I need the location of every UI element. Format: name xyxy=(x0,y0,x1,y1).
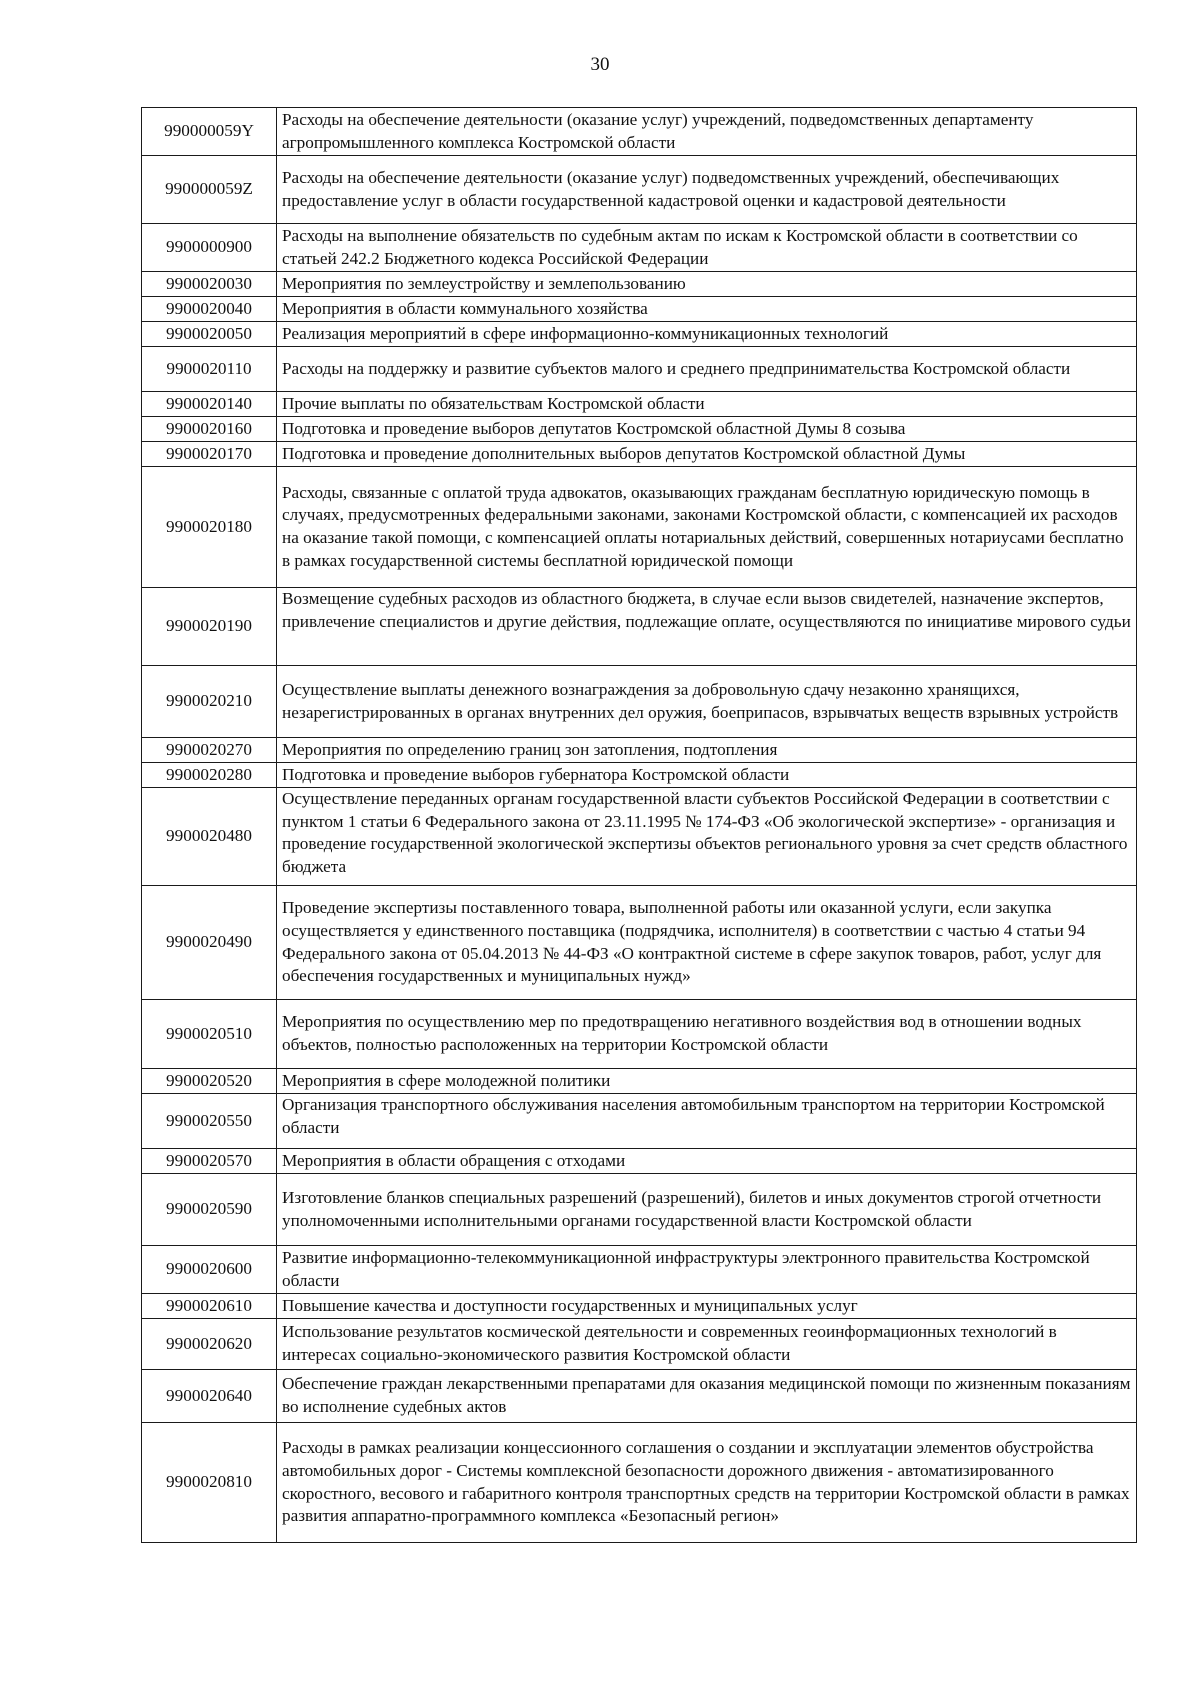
row-code: 990000059Z xyxy=(142,156,277,224)
row-description: Мероприятия в сфере молодежной политики xyxy=(277,1069,1137,1094)
row-description: Подготовка и проведение выборов депутатов Костромской областной Думы 8 созыва xyxy=(277,417,1137,442)
row-description: Изготовление бланков специальных разрешений (разрешений), билетов и иных документов строгой отчетности уполномоченными исполнительными органами государственной власти Костромской области xyxy=(277,1174,1137,1246)
table-row xyxy=(142,1149,1137,1174)
table-row xyxy=(142,1094,1137,1149)
row-description: Расходы на выполнение обязательств по судебным актам по искам к Костромской области в соответствии со статьей 242.2 Бюджетного кодекса Российской Федерации xyxy=(277,224,1137,272)
row-description: Мероприятия по осуществлению мер по предотвращению негативного воздействия вод в отношении водных объектов, полностью расположенных на территории Костромской области xyxy=(277,1000,1137,1069)
row-description: Повышение качества и доступности государственных и муниципальных услуг xyxy=(277,1294,1137,1319)
table-row xyxy=(142,417,1137,442)
table-row xyxy=(142,1294,1137,1319)
row-description: Использование результатов космической деятельности и современных геоинформационных технологий в интересах социально-экономического развития Костромской области xyxy=(277,1319,1137,1370)
row-code: 9900020180 xyxy=(142,467,277,588)
row-description: Осуществление переданных органам государственной власти субъектов Российской Федерации в соответствии с пунктом 1 статьи 6 Федерального закона от 23.11.1995 № 174-ФЗ «Об экологической экспертизе» - организация и проведение государственной экологической экспертизы объектов регионального уровня за счет средств областного бюджета xyxy=(277,788,1137,886)
row-description: Возмещение судебных расходов из областного бюджета, в случае если вызов свидетелей, назначение экспертов, привлечение специалистов и другие действия, подлежащие оплате, осуществляются по инициативе мирового судьи xyxy=(277,588,1137,666)
table-row xyxy=(142,442,1137,467)
table-row xyxy=(142,297,1137,322)
row-code: 9900020520 xyxy=(142,1069,277,1094)
row-code: 9900020050 xyxy=(142,322,277,347)
row-description: Мероприятия по землеустройству и землепользованию xyxy=(277,272,1137,297)
budget-codes-table xyxy=(141,107,1137,1543)
row-description: Подготовка и проведение выборов губернатора Костромской области xyxy=(277,763,1137,788)
row-code: 9900020490 xyxy=(142,886,277,1000)
table-row xyxy=(142,1174,1137,1246)
table-row xyxy=(142,1319,1137,1370)
table-row xyxy=(142,467,1137,588)
table-row xyxy=(142,1069,1137,1094)
row-description: Мероприятия в области обращения с отходами xyxy=(277,1149,1137,1174)
row-code: 9900000900 xyxy=(142,224,277,272)
row-code: 9900020040 xyxy=(142,297,277,322)
row-description: Осуществление выплаты денежного вознаграждения за добровольную сдачу незаконно хранящихся, незарегистрированных в органах внутренних дел оружия, боеприпасов, взрывчатых веществ взрывных устройств xyxy=(277,666,1137,738)
table-row xyxy=(142,588,1137,666)
row-code: 9900020600 xyxy=(142,1246,277,1294)
row-code: 9900020570 xyxy=(142,1149,277,1174)
table-row xyxy=(142,108,1137,156)
table-row xyxy=(142,1000,1137,1069)
table-row xyxy=(142,763,1137,788)
row-description: Расходы на обеспечение деятельности (оказание услуг) подведомственных учреждений, обеспечивающих предоставление услуг в области государственной кадастровой оценки и кадастровой деятельности xyxy=(277,156,1137,224)
row-code: 9900020160 xyxy=(142,417,277,442)
row-description: Мероприятия в области коммунального хозяйства xyxy=(277,297,1137,322)
table-row xyxy=(142,1370,1137,1423)
row-code: 9900020610 xyxy=(142,1294,277,1319)
row-description: Проведение экспертизы поставленного товара, выполненной работы или оказанной услуги, если закупка осуществляется у единственного поставщика (подрядчика, исполнителя) в соответствии с частью 4 статьи 94 Федерального закона от 05.04.2013 № 44-ФЗ «О контрактной системе в сфере закупок товаров, работ, услуг для обеспечения государственных и муниципальных нужд» xyxy=(277,886,1137,1000)
row-code: 9900020280 xyxy=(142,763,277,788)
page-number: 30 xyxy=(590,54,610,75)
row-description: Мероприятия по определению границ зон затопления, подтопления xyxy=(277,738,1137,763)
table-row xyxy=(142,392,1137,417)
row-description: Подготовка и проведение дополнительных выборов депутатов Костромской областной Думы xyxy=(277,442,1137,467)
row-code: 9900020190 xyxy=(142,588,277,666)
table-row xyxy=(142,1423,1137,1543)
row-description: Расходы, связанные с оплатой труда адвокатов, оказывающих гражданам бесплатную юридическую помощь в случаях, предусмотренных федеральными законами, законами Костромской области, с компенсацией их расходов на оказание такой помощи, с компенсацией оплаты нотариальных действий, совершенных нотариусами бесплатно в рамках государственной системы бесплатной юридической помощи xyxy=(277,467,1137,588)
table-row xyxy=(142,347,1137,392)
table-row xyxy=(142,666,1137,738)
table-row xyxy=(142,224,1137,272)
row-code: 9900020140 xyxy=(142,392,277,417)
row-code: 9900020810 xyxy=(142,1423,277,1543)
row-code: 9900020550 xyxy=(142,1094,277,1149)
row-code: 9900020640 xyxy=(142,1370,277,1423)
row-code: 9900020110 xyxy=(142,347,277,392)
table-row xyxy=(142,1246,1137,1294)
row-description: Организация транспортного обслуживания населения автомобильным транспортом на территории Костромской области xyxy=(277,1094,1137,1149)
row-description: Обеспечение граждан лекарственными препаратами для оказания медицинской помощи по жизненным показаниям во исполнение судебных актов xyxy=(277,1370,1137,1423)
row-code: 9900020170 xyxy=(142,442,277,467)
table-row xyxy=(142,886,1137,1000)
row-description: Расходы на обеспечение деятельности (оказание услуг) учреждений, подведомственных департаменту агропромышленного комплекса Костромской области xyxy=(277,108,1137,156)
table-row xyxy=(142,322,1137,347)
row-description: Реализация мероприятий в сфере информационно-коммуникационных технологий xyxy=(277,322,1137,347)
row-code: 9900020030 xyxy=(142,272,277,297)
row-code: 9900020480 xyxy=(142,788,277,886)
table-row xyxy=(142,738,1137,763)
row-code: 9900020270 xyxy=(142,738,277,763)
row-code: 9900020620 xyxy=(142,1319,277,1370)
row-code: 990000059Y xyxy=(142,108,277,156)
row-code: 9900020210 xyxy=(142,666,277,738)
row-description: Расходы на поддержку и развитие субъектов малого и среднего предпринимательства Костромской области xyxy=(277,347,1137,392)
row-description: Расходы в рамках реализации концессионного соглашения о создании и эксплуатации элементов обустройства автомобильных дорог - Системы комплексной безопасности дорожного движения - автоматизированного скоростного, весового и габаритного контроля транспортных средств на территории Костромской области в рамках развития аппаратно-программного комплекса «Безопасный регион» xyxy=(277,1423,1137,1543)
row-description: Прочие выплаты по обязательствам Костромской области xyxy=(277,392,1137,417)
table-row xyxy=(142,788,1137,886)
row-code: 9900020590 xyxy=(142,1174,277,1246)
table-row xyxy=(142,156,1137,224)
table-row xyxy=(142,272,1137,297)
row-description: Развитие информационно-телекоммуникационной инфраструктуры электронного правительства Костромской области xyxy=(277,1246,1137,1294)
row-code: 9900020510 xyxy=(142,1000,277,1069)
